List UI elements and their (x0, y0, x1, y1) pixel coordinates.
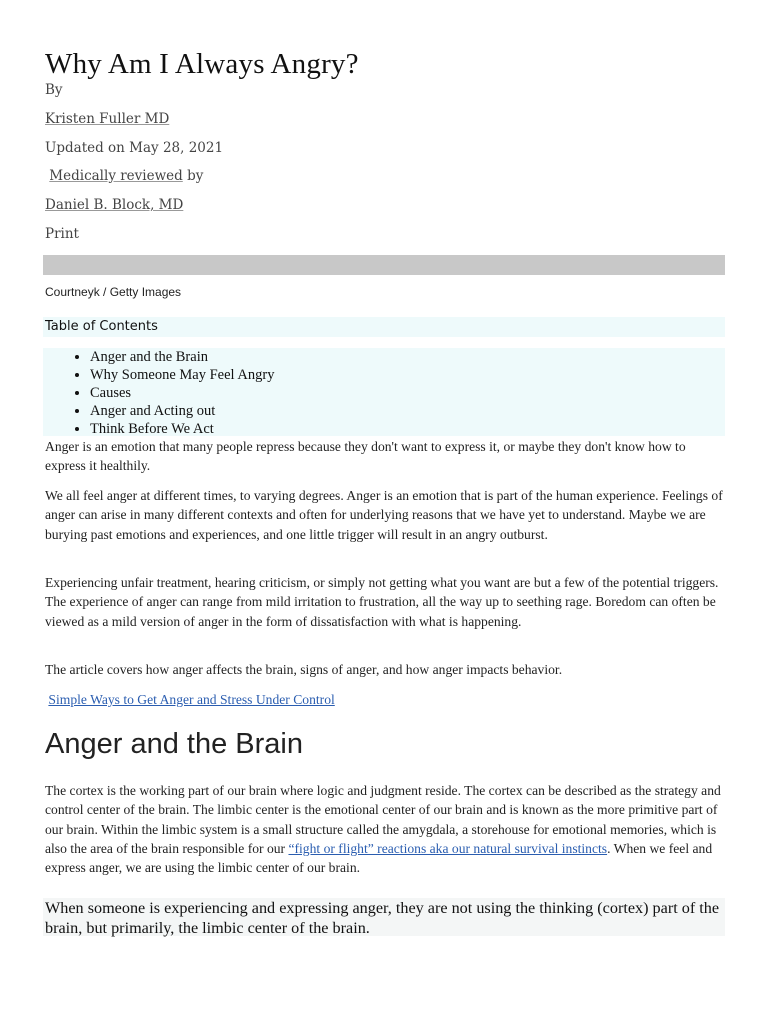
related-article-link[interactable]: Simple Ways to Get Anger and Stress Under Control (48, 692, 335, 707)
page-title: Why Am I Always Angry? (45, 48, 359, 80)
intro-paragraph-3: Experiencing unfair treatment, hearing criticism, or simply not getting what you want are but a few of the potential triggers. The experience of anger can range from mild irritation to frustration, all the way up to seething rage. Boredom can often be viewed as a mild version of anger in the form of dissatisfaction with what is happening. (45, 575, 719, 629)
reviewed-by-label: by (182, 168, 204, 184)
print-button[interactable]: Print (45, 226, 79, 242)
fight-or-flight-link[interactable]: “fight or flight” reactions aka our natural survival instincts (288, 840, 608, 856)
updated-date: Updated on May 28, 2021 (45, 140, 224, 156)
toc-item[interactable]: • Anger and the Brain (90, 348, 725, 366)
byline-label: By (45, 82, 63, 98)
toc-heading: Table of Contents (43, 317, 725, 337)
toc-item[interactable]: • Anger and Acting out (90, 402, 725, 420)
callout-quote: When someone is experiencing and expressing anger, they are not using the thinking (cortex) part of the brain, but primarily, the limbic center of the brain. (43, 898, 725, 936)
toc-item[interactable]: • Why Someone May Feel Angry (90, 366, 725, 384)
hero-image (43, 255, 725, 275)
section-paragraph (45, 781, 725, 877)
reviewer-link[interactable]: Daniel B. Block, MD (45, 197, 184, 213)
image-credit: Courtneyk / Getty Images (45, 285, 182, 299)
intro-paragraph-2: We all feel anger at different times, to varying degrees. Anger is an emotion that is part of the human experience. Feelings of anger can arise in many different contexts and often for underlying reasons that we have yet to understand. Maybe we are burying past emotions and experiences, and one little trigger will result in an angry outburst. (45, 488, 723, 542)
medically-reviewed-link[interactable]: Medically reviewed (49, 168, 183, 184)
toc-item[interactable]: • Causes (90, 384, 725, 402)
section-heading: Anger and the Brain (45, 728, 303, 760)
toc-list (43, 348, 725, 436)
section-text-after: . When we feel and express anger, we are using the limbic center of our brain. (45, 840, 713, 876)
intro-paragraph-4: The article covers how anger affects the brain, signs of anger, and how anger impacts behavior. (45, 662, 563, 677)
section-text-before: The cortex is the working part of our brain where logic and judgment reside. The cortex can be described as the strategy and control center of the brain. The limbic center is the emotional center of our brain and is known as the more primitive part of our brain. Within the limbic system is a small structure called the amygdala, a storehouse for emotional memories, which is also the area of the brain responsible for our (45, 783, 721, 856)
intro-paragraph-1: Anger is an emotion that many people repress because they don't want to express it, or maybe they don't know how to express it healthily. (45, 439, 686, 474)
author-link[interactable]: Kristen Fuller MD (45, 111, 170, 127)
toc-item[interactable]: • Think Before We Act (90, 420, 725, 438)
